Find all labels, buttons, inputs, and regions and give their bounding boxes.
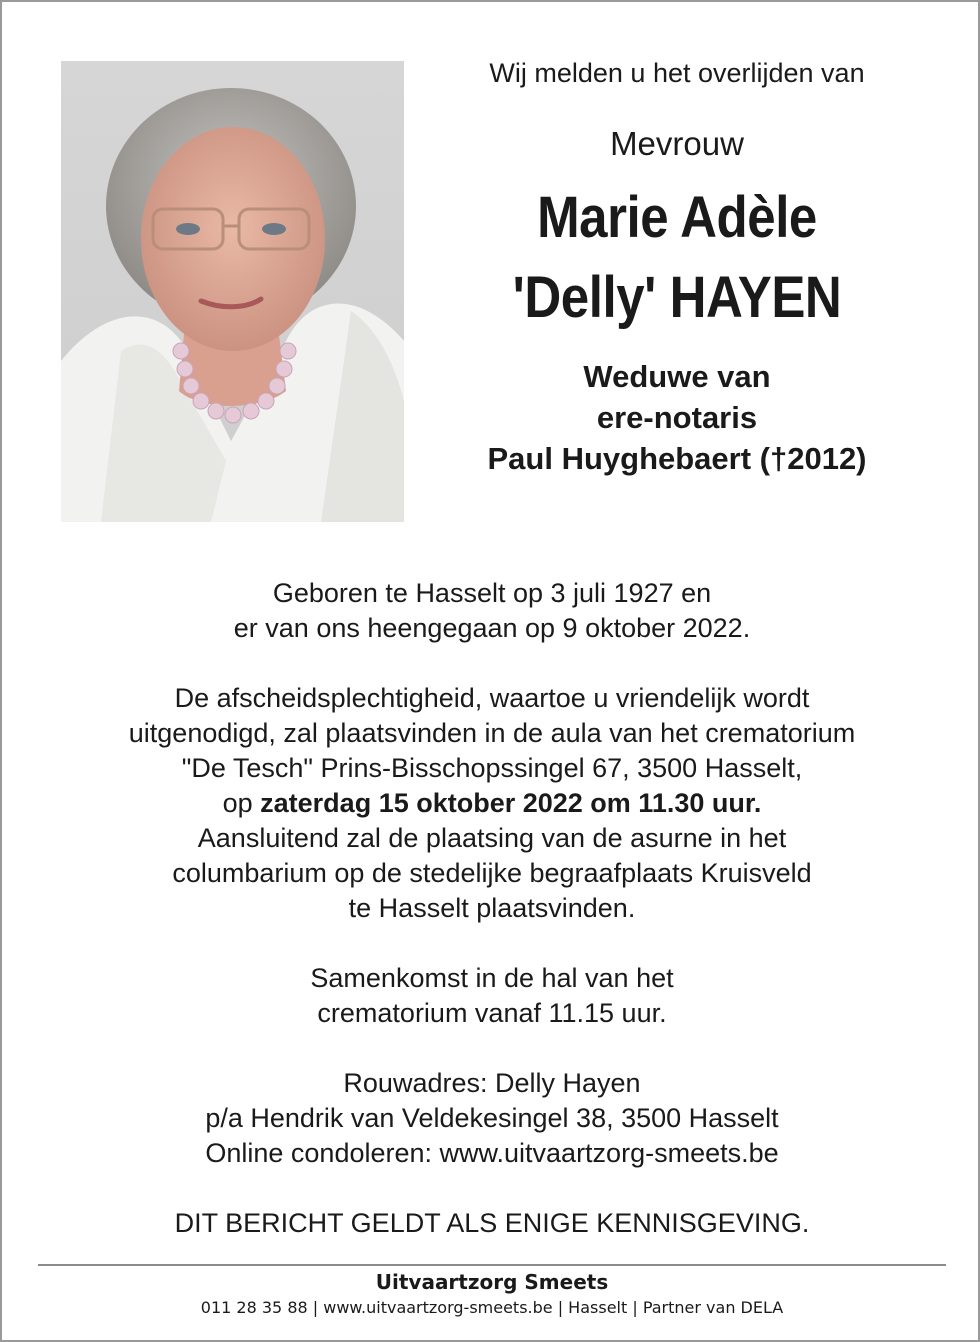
intro-text: Wij melden u het overlijden van bbox=[489, 58, 865, 88]
spouse-info bbox=[442, 356, 912, 479]
spouse-line-1: Weduwe van bbox=[583, 359, 771, 394]
ceremony-date: zaterdag 15 oktober 2022 om 11.30 uur. bbox=[260, 788, 762, 818]
ceremony-line-7: te Hasselt plaatsvinden. bbox=[348, 893, 636, 923]
name-line-2: 'Delly' HAYEN bbox=[512, 265, 842, 330]
portrait-photo bbox=[61, 61, 404, 522]
ceremony-date-line bbox=[42, 786, 942, 821]
portrait-image bbox=[61, 61, 404, 522]
condolence-line: Online condoleren: www.uitvaartzorg-smeets.be bbox=[205, 1138, 779, 1168]
gathering-line-1: Samenkomst in de hal van het bbox=[310, 963, 674, 993]
birth-line-2: er van ons heengegaan op 9 oktober 2022. bbox=[233, 613, 751, 643]
footer bbox=[38, 1268, 946, 1320]
company-contact: 011 28 35 88 | www.uitvaartzorg-smeets.be | Hasselt | Partner van DELA bbox=[200, 1298, 784, 1317]
salutation: Mevrouw bbox=[610, 125, 744, 162]
company-name: Uitvaartzorg Smeets bbox=[375, 1270, 609, 1294]
birth-line-1: Geboren te Hasselt op 3 juli 1927 en bbox=[272, 578, 712, 608]
ceremony-prefix: op bbox=[222, 788, 261, 818]
gathering-line-2: crematorium vanaf 11.15 uur. bbox=[317, 998, 667, 1028]
ceremony-line-1: De afscheidsplechtigheid, waartoe u vriendelijk wordt bbox=[174, 683, 810, 713]
ceremony-line-5: Aansluitend zal de plaatsing van de asurne in het bbox=[197, 823, 787, 853]
announcement-body bbox=[42, 576, 942, 1241]
ceremony-line-2: uitgenodigd, zal plaatsvinden in de aula van het crematorium bbox=[128, 718, 856, 748]
spouse-line-2: ere-notaris bbox=[596, 400, 758, 435]
ceremony-line-6: columbarium op de stedelijke begraafplaats Kruisveld bbox=[172, 858, 812, 888]
notice-text: DIT BERICHT GELDT ALS ENIGE KENNISGEVING. bbox=[174, 1208, 810, 1238]
header-block bbox=[442, 56, 912, 479]
footer-divider bbox=[38, 1264, 946, 1266]
address-line-1: Rouwadres: Delly Hayen bbox=[343, 1068, 641, 1098]
spouse-line-3: Paul Huyghebaert (†2012) bbox=[487, 441, 867, 476]
address-line-2: p/a Hendrik van Veldekesingel 38, 3500 Hasselt bbox=[205, 1103, 779, 1133]
name-line-1: Marie Adèle bbox=[537, 185, 817, 250]
deceased-name bbox=[470, 178, 884, 338]
ceremony-line-3: "De Tesch" Prins-Bisschopssingel 67, 3500 Hasselt, bbox=[181, 753, 803, 783]
